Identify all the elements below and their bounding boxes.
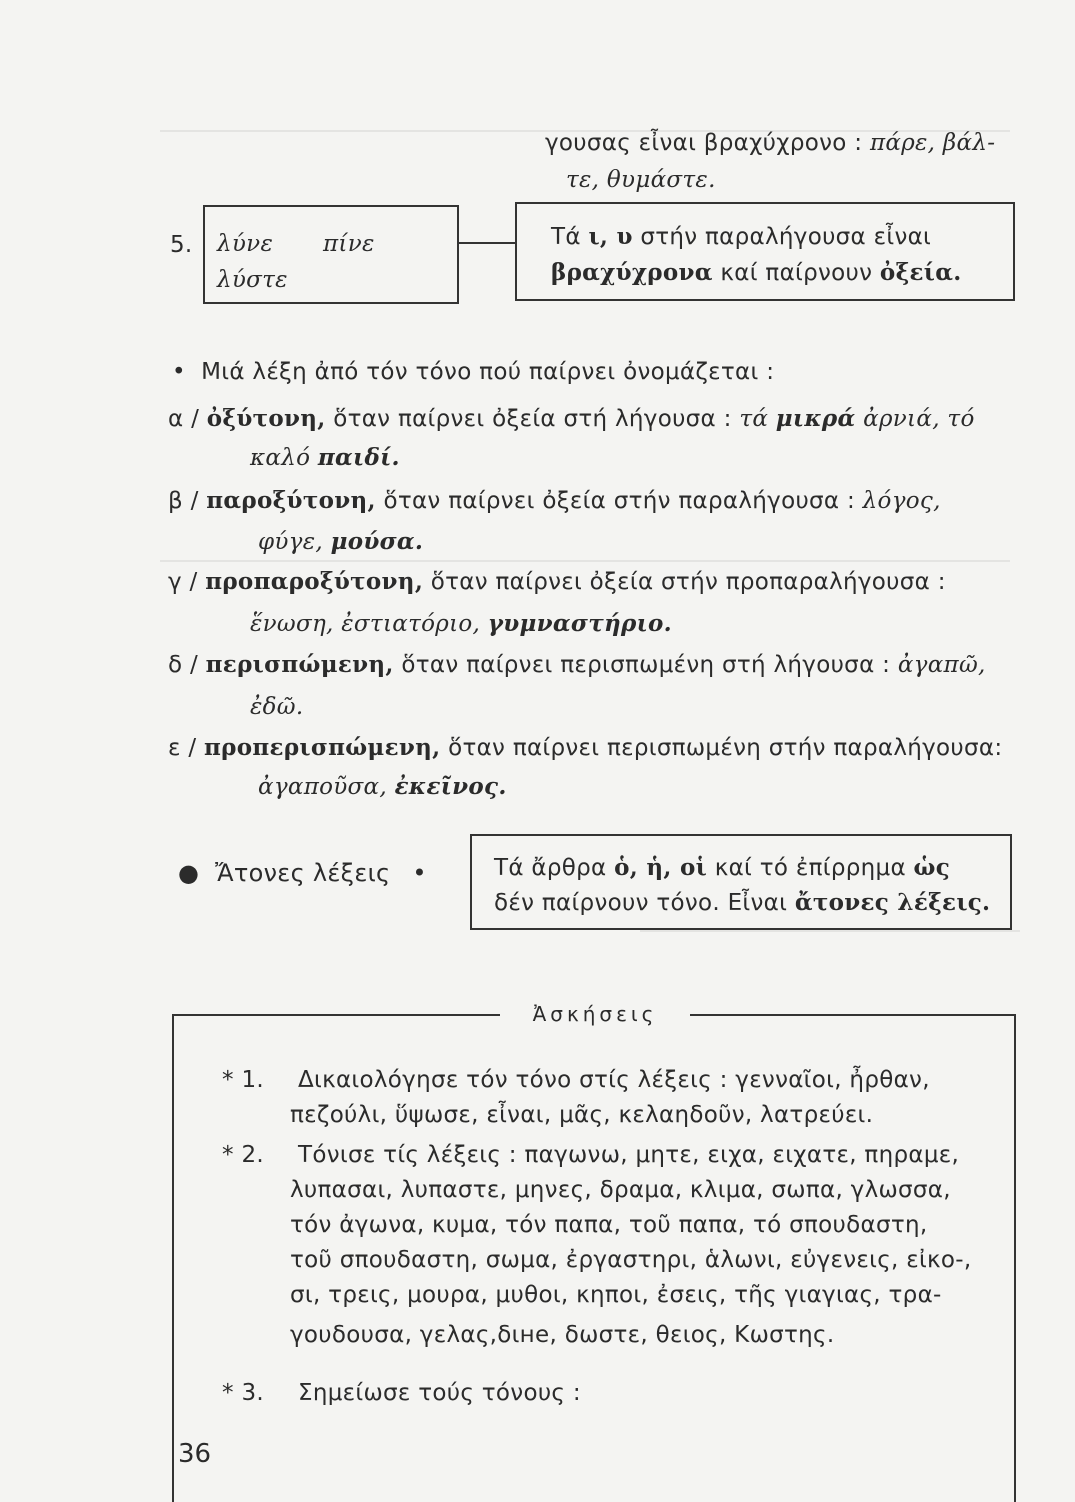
naming-item-b-cont: φύγε, μούσα. — [258, 528, 424, 555]
exercise-1-line: Δικαιολόγησε τόν τόνο στίς λέξεις : γενναῖοι, ἦρθαν, — [298, 1067, 930, 1093]
naming-item-a: α / ὀξύτονη, ὅταν παίρνει ὀξεία στή λήγουσα : τά μικρά ἀρνιά, τό — [168, 405, 975, 432]
exercise-3-line: Σημείωσε τούς τόνους : — [298, 1380, 581, 1406]
rule-note-line-1: Τά ι, υ στήν παραλήγουσα εἶναι — [551, 223, 932, 250]
exercise-3-marker: * 3. — [222, 1380, 264, 1406]
word-2: πίνε — [323, 231, 375, 257]
bullet: ● — [178, 859, 200, 887]
exercise-1-line: πεζούλι, ὕψωσε, εἶναι, μᾶς, κελαηδοῦν, λατρεύει. — [290, 1102, 874, 1128]
connector-line — [457, 242, 517, 244]
naming-item-c: γ / προπαροξύτονη, ὅταν παίρνει ὀξεία στήν προπαραλήγουσα : — [168, 568, 946, 595]
page-number: 36 — [178, 1439, 212, 1469]
atones-heading: ● Ἄτονες λέξεις • — [178, 859, 427, 887]
atones-line-1: Τά ἄρθρα ὁ, ἡ, οἱ καί τό ἐπίρρημα ὡς — [494, 854, 951, 881]
exercise-2-line: τοῦ σπουδαστη, σωμα, ἐργαστηρι, ἁλωνι, εὐγενεις, εἰκο-, — [290, 1247, 972, 1273]
rule-note-box — [515, 202, 1015, 301]
word-3: λύστε — [217, 267, 288, 293]
naming-item-e: ε / προπερισπώμενη, ὅταν παίρνει περισπωμένη στήν παραλήγουσα: — [168, 734, 1003, 761]
exercise-2-line: λυπασαι, λυπαστε, μηνες, δραμα, κλιμα, σωπα, γλωσσα, — [290, 1177, 951, 1203]
rule-note-line-2: βραχύχρονα καί παίρνουν ὀξεία. — [551, 259, 962, 286]
show-through-line — [640, 930, 1020, 932]
exercise-2-line: γουδουσα, γελας,διне, δωστε, θειος, Κωστης. — [290, 1322, 835, 1348]
exercise-2-line: σι, τρεις, μουρα, μυθοι, κηποι, ἐσεις, τῆς γιαγιας, τρα- — [290, 1282, 942, 1308]
naming-heading: • Μιά λέξη ἀπό τόν τόνο πού παίρνει ὀνομάζεται : — [172, 359, 775, 385]
naming-item-d-cont: ἐδῶ. — [250, 694, 304, 720]
exercise-2-line: Τόνισε τίς λέξεις : παγωνω, μητε, ειχα, ειχατε, πηραμε, — [298, 1142, 960, 1168]
atones-line-2: δέν παίρνουν τόνο. Εἶναι ἄτονες λέξεις. — [494, 889, 991, 916]
exercise-2-line: τόν ἀγωνα, κυμα, τόν παπα, τοῦ παπα, τό σπουδαστη, — [290, 1212, 928, 1238]
bullet: • — [172, 359, 186, 385]
exercise-2-marker: * 2. — [222, 1142, 264, 1168]
naming-item-e-cont: ἀγαποῦσα, ἐκεῖνος. — [258, 773, 507, 800]
word-box — [203, 205, 459, 304]
exercise-1-marker: * 1. — [222, 1067, 264, 1093]
exercises-title: Ἀσκήσεις — [500, 1000, 690, 1028]
intro-line-2: τε, θυμάστε. — [566, 167, 716, 193]
word-1: λύνε — [217, 231, 274, 257]
naming-item-b: β / παροξύτονη, ὅταν παίρνει ὀξεία στήν παραλήγουσα : λόγος, — [168, 487, 941, 514]
intro-line-1: γουσας εἶναι βραχύχρονο : πάρε, βάλ- — [545, 130, 996, 156]
naming-item-a-cont: καλό παιδί. — [250, 444, 400, 471]
rule-number: 5. — [170, 232, 193, 258]
show-through-line — [160, 560, 1010, 562]
atones-box — [470, 834, 1012, 930]
naming-item-d: δ / περισπώμενη, ὅταν παίρνει περισπωμένη στή λήγουσα : ἀγαπῶ, — [168, 651, 986, 678]
naming-item-c-cont: ἕνωση, ἐστιατόριο, γυμναστήριο. — [250, 610, 672, 637]
